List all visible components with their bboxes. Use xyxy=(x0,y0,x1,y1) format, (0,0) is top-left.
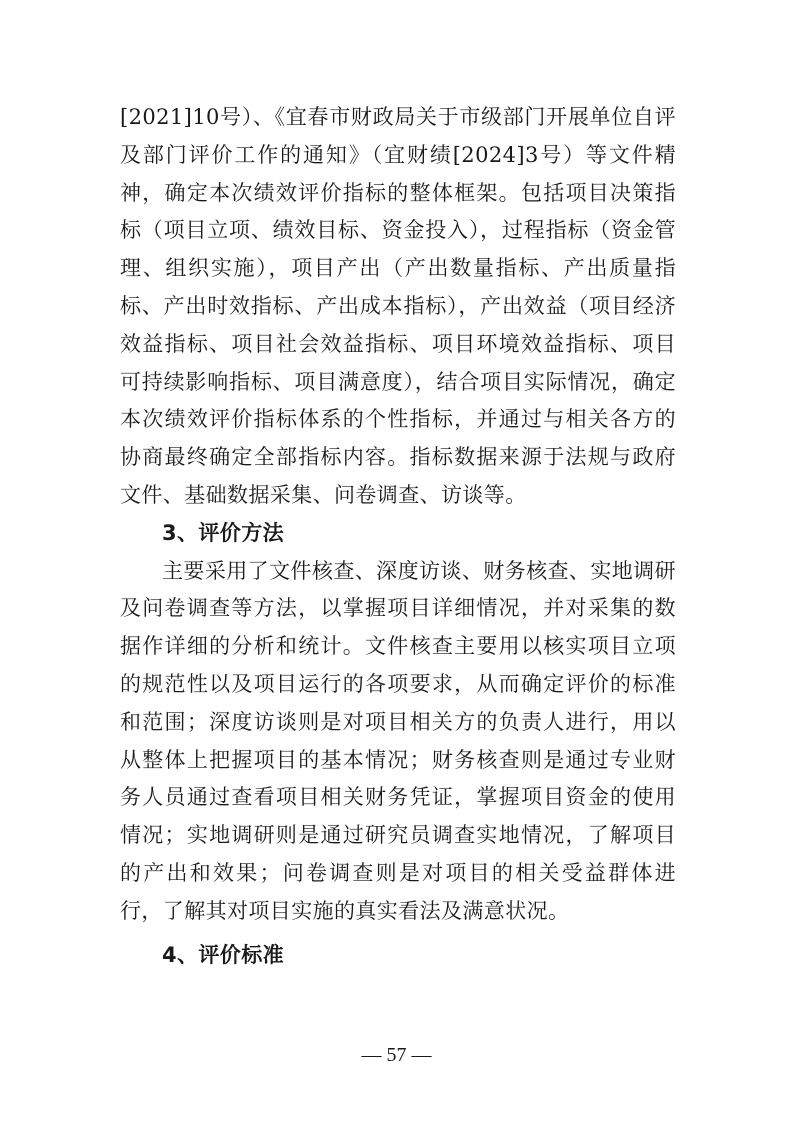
page-number: — 57 — xyxy=(361,1044,432,1066)
section-heading-evaluation-method: 3、评价方法 xyxy=(162,520,285,545)
section-heading-evaluation-standard: 4、评价标准 xyxy=(162,942,285,967)
document-body xyxy=(120,99,676,974)
paragraph-evaluation-method: 主要采用了文件核查、深度访谈、财务核查、实地调研及问卷调查等方法，以掌握项目详细情况，并对采集的数据作详细的分析和统计。文件核查主要用以核实项目立项的规范性以及项目运行的各项要求，从而确定评价的标准和范围；深度访谈则是对项目相关方的负责人进行，用以从整体上把握项目的基本情况；财务核查则是通过专业财务人员通过查看项目相关财务凭证，掌握项目资金的使用情况；实地调研则是通过研究员调查实地情况，了解项目的产出和效果；问卷调查则是对项目的相关受益群体进行，了解其对项目实施的真实看法及满意状况。 xyxy=(120,558,676,923)
paragraph-evaluation-framework: [2021]10号）、《宜春市财政局关于市级部门开展单位自评及部门评价工作的通知》（宜财绩[2024]3号）等文件精神，确定本次绩效评价指标的整体框架。包括项目决策指标（项目立项、绩效目标、资金投入），过程指标（资金管理、组织实施），项目产出（产出数量指标、产出质量指标、产出时效指标、产出成本指标），产出效益（项目经济效益指标、项目社会效益指标、项目环境效益指标、项目可持续影响指标、项目满意度），结合项目实际情况，确定本次绩效评价指标体系的个性指标，并通过与相关各方的协商最终确定全部指标内容。指标数据来源于法规与政府文件、基础数据采集、问卷调查、访谈等。 xyxy=(120,105,676,507)
